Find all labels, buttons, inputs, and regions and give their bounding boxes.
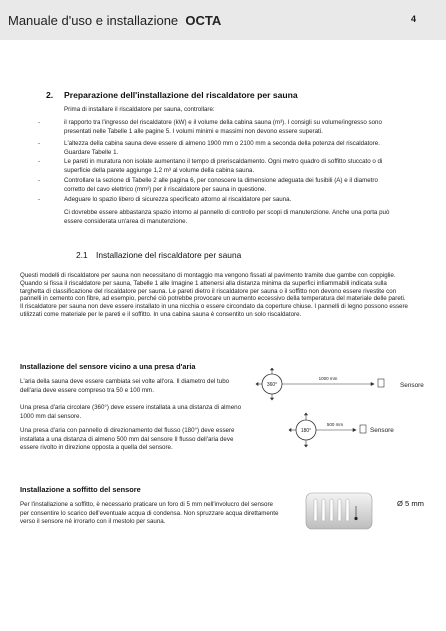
list-item-text: Le pareti in muratura non isolate aumentano il tempo di preriscaldamento. Ogni metro quadro di soffitto stuccato o di superficie della parete aggiunge 1,2 m³ al volume della cabina sauna. bbox=[64, 158, 383, 174]
air-inlet-360-diagram bbox=[250, 368, 440, 404]
page-header bbox=[0, 0, 446, 40]
section-2-number: 2. bbox=[46, 90, 54, 100]
air-circle-360 bbox=[262, 374, 282, 394]
list-item: - il rapporto tra l'ingresso del riscaldatore (kW) e il volume della cabina sauna (m³). I consigli su volume/ingresso sono presentati nelle Tabelle 1 alle pagine 5. I volumi minimi e massimi non devono essere superati. bbox=[38, 119, 382, 135]
title-prefix: Manuale d'uso e installazione bbox=[8, 13, 179, 28]
sensor-air-inlet-p2: Una presa d'aria circolare (360°) deve essere installata a una distanza di almeno 1000 mm dal sensore. bbox=[20, 404, 242, 420]
list-item-text: il rapporto tra l'ingresso del riscaldatore (kW) e il volume della cabina sauna (m³). I consigli su volume/ingresso sono presentati nelle Tabelle 1 alle pagine 5. I volumi minimi e massimi non devono essere superati. bbox=[64, 119, 382, 135]
section-2-1-body: Questi modelli di riscaldatore per sauna non necessitano di montaggio ma vengono fissati al pavimento tramite due gambe con coppiglie. Quando si fissa il riscaldatore per sauna, Tabelle 1 alle Imagine 1 attenersi alla distanza minima da superfici infiammabili indicata sulla targhetta di classificazione del riscaldatore per sauna. Le pareti dietro il riscaldatore per sauna o il soffitto non devono essere rivestite con pannelli in cemento con fibre, ad esempio, perché ciò potrebbe provocare un aumento eccessivo della temperatura del materiale delle pareti. Il riscaldatore per sauna non deve essere installato in una nicchia o essere circondato da coperture chiuse. I pannelli di legno possono essere utilizzati come materiale per le pareti e il soffitto. In una cabina sauna è consentito un solo riscaldatore. bbox=[20, 272, 408, 318]
air-inlet-180-diagram bbox=[250, 412, 440, 448]
section-2-intro: Prima di installare il riscaldatore per sauna, controllare: bbox=[64, 106, 215, 113]
section-2-title: Preparazione dell'installazione del riscaldatore per sauna bbox=[64, 90, 298, 100]
distance-line-500 bbox=[316, 429, 356, 432]
sensor-label: Sensore bbox=[400, 382, 424, 389]
list-item: - Le pareti in muratura non isolate aumentano il tempo di preriscaldamento. Ogni metro quadro di soffitto stuccato o di superficie della parete aggiunge 1,2 m³ al volume della cabina sauna. bbox=[38, 158, 383, 174]
section-2-1-number: 2.1 bbox=[76, 250, 88, 260]
distance-label: 1000 mm bbox=[318, 376, 338, 381]
circle-label: 180° bbox=[300, 428, 312, 434]
list-item: - Adeguare lo spazio libero di sicurezza specificato attorno al riscaldatore per sauna. bbox=[38, 196, 292, 203]
title-product: OCTA bbox=[185, 13, 222, 28]
list-item: - Controllare la sezione di Tabelle 2 alle pagina 6, per conoscere la dimensione adeguata dei fusibili (A) e il diametro corretto del cavo elettrico (mm²) per il riscaldatore per sauna in questione. bbox=[38, 177, 378, 193]
section-2-closing: Ci dovrebbe essere abbastanza spazio intorno al pannello di controllo per scopi di manutenzione. Anche una porta può essere considerata un'area di manutenzione. bbox=[64, 209, 390, 225]
sensor-air-inlet-heading: Installazione del sensore vicino a una presa d'aria bbox=[20, 362, 196, 371]
list-item-text: Adeguare lo spazio libero di sicurezza specificato attorno al riscaldatore per sauna. bbox=[64, 196, 292, 203]
sensor-box-icon bbox=[360, 425, 366, 433]
distance-label: 500 mm bbox=[326, 422, 344, 427]
list-item-text: L'altezza della cabina sauna deve essere di almeno 1900 mm o 2100 mm a seconda della potenza del riscaldatore. Guardare Tabelle 1. bbox=[64, 140, 380, 156]
page-number: 4 bbox=[410, 14, 416, 24]
document-title bbox=[8, 13, 221, 28]
sensor-air-inlet-p1: L'aria della sauna deve essere cambiata sei volte all'ora. Il diametro del tubo dell'aria deve essere compreso tra 50 e 100 mm. bbox=[20, 378, 230, 394]
list-item: - L'altezza della cabina sauna deve essere di almeno 1900 mm o 2100 mm a seconda della potenza del riscaldatore. Guardare Tabelle 1. bbox=[38, 140, 380, 156]
ceiling-install-heading: Installazione a soffitto del sensore bbox=[20, 485, 141, 494]
sensor-label: Sensore bbox=[370, 427, 394, 434]
air-circle-180 bbox=[296, 420, 316, 440]
sensor-box-icon bbox=[378, 379, 384, 387]
circle-label: 360° bbox=[266, 382, 278, 388]
distance-line-1000 bbox=[282, 383, 374, 386]
sensor-housing-illustration bbox=[300, 488, 380, 534]
list-item-text: Controllare la sezione di Tabelle 2 alle pagina 6, per conoscere la dimensione adeguata dei fusibili (A) e il diametro corretto del cavo elettrico (mm²) per il riscaldatore per sauna in questione. bbox=[64, 177, 378, 193]
ceiling-install-body: Per l'installazione a soffitto, è necessario praticare un foro di 5 mm nell'involucro del sensore per consentire lo scarico dell'eventuale acqua di condensa. Non spruzzare acqua direttamente verso il sensore né irrorarlo con il mestolo per sauna. bbox=[20, 501, 279, 526]
sensor-air-inlet-p3: Una presa d'aria con pannello di direzionamento del flusso (180°) deve essere installata a una distanza di almeno 500 mm dal sensore Il flusso dell'aria deve essere rivolto in direzione opposta a quella del sensore. bbox=[20, 427, 235, 452]
hole-diameter-label: Ø 5 mm bbox=[397, 499, 425, 508]
section-2-1-title: Installazione del riscaldatore per sauna bbox=[96, 250, 242, 260]
